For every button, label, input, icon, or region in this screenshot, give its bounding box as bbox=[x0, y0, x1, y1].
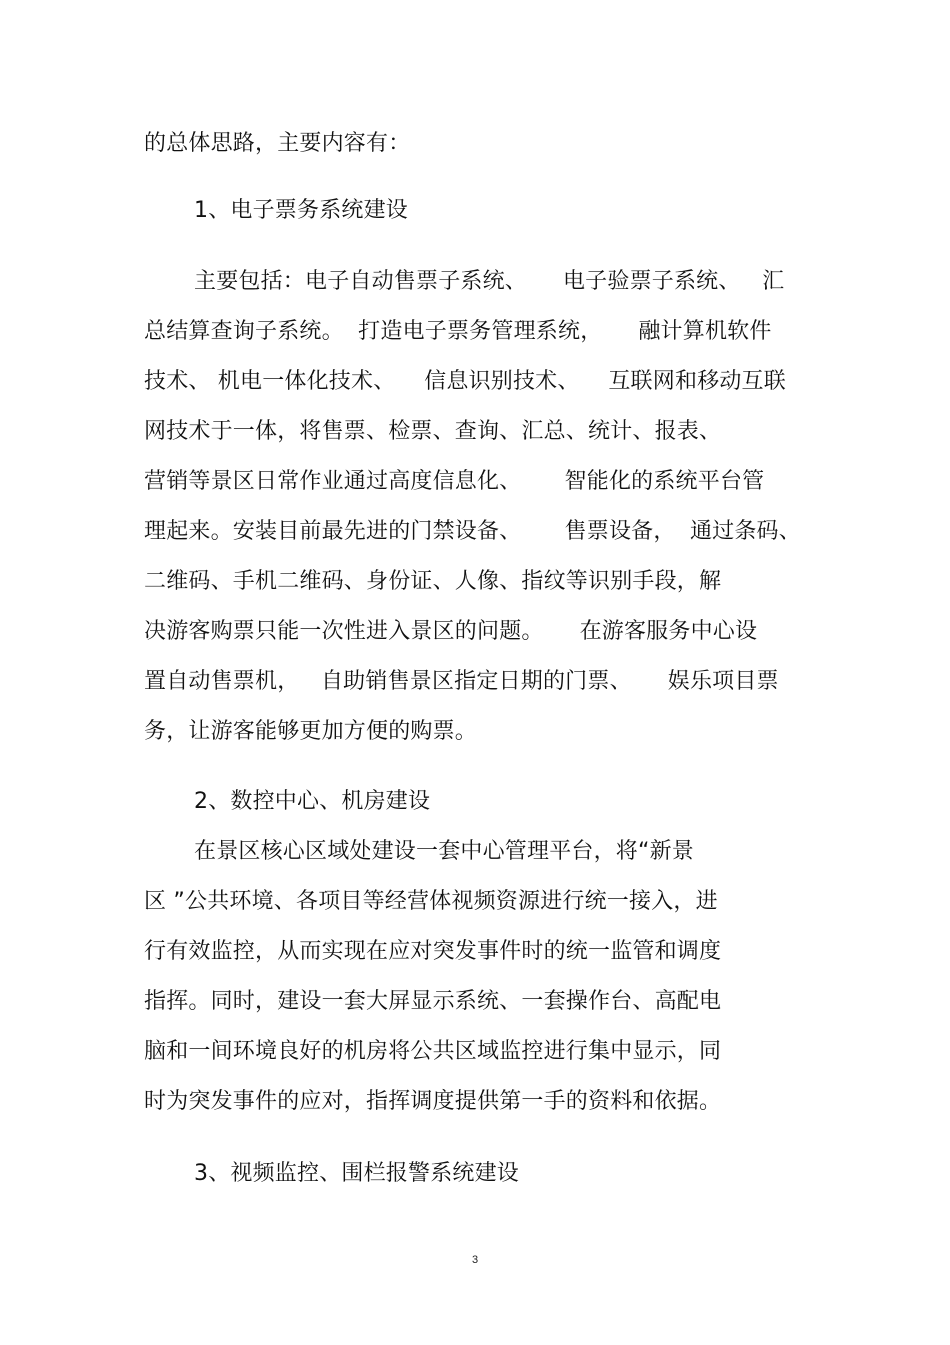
text-line: 行有效监控，从而实现在应对突发事件时的统一监管和调度 bbox=[144, 939, 722, 964]
section-heading: 1、电子票务系统建设 bbox=[194, 198, 408, 223]
text-line: 指挥。同时，建设一套大屏显示系统、一套操作台、高配电 bbox=[144, 989, 722, 1014]
section-heading: 3、视频监控、围栏报警系统建设 bbox=[194, 1161, 519, 1186]
text-line: 脑和一间环境良好的机房将公共区域监控进行集中显示，同 bbox=[144, 1039, 722, 1064]
text-line: 理起来。安装目前最先进的门禁设备、 售票设备， 通过条码、 bbox=[144, 519, 801, 544]
text-line: 时为突发事件的应对，指挥调度提供第一手的资料和依据。 bbox=[144, 1089, 722, 1114]
text-line: 主要包括：电子自动售票子系统、 电子验票子系统、 汇 bbox=[194, 269, 785, 294]
text-line: 在景区核心区域处建设一套中心管理平台，将“新景 bbox=[194, 839, 694, 864]
text-line: 营销等景区日常作业通过高度信息化、 智能化的系统平台管 bbox=[144, 469, 765, 494]
text-line: 的总体思路，主要内容有： bbox=[144, 131, 411, 156]
text-line: 决游客购票只能一次性进入景区的问题。 在游客服务中心设 bbox=[144, 619, 758, 644]
text-line: 总结算查询子系统。 打造电子票务管理系统， 融计算机软件 bbox=[144, 319, 772, 344]
text-line: 网技术于一体，将售票、检票、查询、汇总、统计、报表、 bbox=[144, 419, 722, 444]
text-line: 务，让游客能够更加方便的购票。 bbox=[144, 719, 478, 744]
section-heading: 2、数控中心、机房建设 bbox=[194, 789, 431, 814]
text-line: 区 ”公共环境、各项目等经营体视频资源进行统一接入，进 bbox=[144, 889, 718, 914]
text-line: 置自动售票机， 自助销售景区指定日期的门票、 娱乐项目票 bbox=[144, 669, 779, 694]
page-number: 3 bbox=[471, 1254, 479, 1266]
text-line: 二维码、手机二维码、身份证、人像、指纹等识别手段，解 bbox=[144, 569, 722, 594]
text-line: 技术、 机电一体化技术、 信息识别技术、 互联网和移动互联 bbox=[144, 369, 786, 394]
